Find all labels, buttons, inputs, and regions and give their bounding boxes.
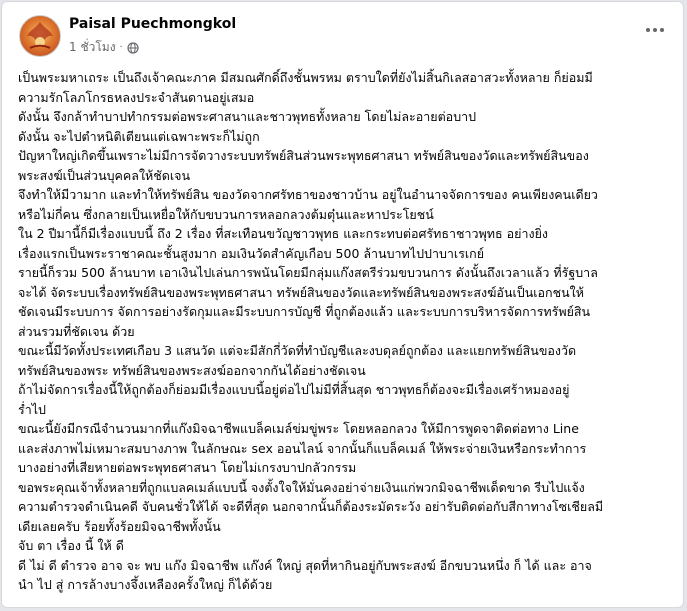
post-line: ขณะนี้มีวัดทั้งประเทศเกือบ 3 แสนวัด แต่จะมีสักกี่วัดที่ทำบัญชีและงบดุลย์ถูกต้อง และแยกทรัพย์สินของวัด	[18, 343, 577, 358]
more-dot-icon	[660, 28, 664, 32]
post-line: ปัญหาใหญ่เกิดขึ้นเพราะไม่มีการจัดวางระบบทรัพย์สินส่วนพระพุทธศาสนา ทรัพย์สินของวัดและทรัพย์สินของ	[18, 148, 589, 163]
post-line: เรื่องแรกเป็นพระราชาคณะชั้นสูงมาก อมเงินวัดสำคัญเกือบ 500 ล้านบาทไปปาบาเรเกย์	[18, 245, 485, 261]
post-body	[18, 68, 671, 595]
post-line: จึงทำให้มีวามาก และทำให้ทรัพย์สิน ของวัดจากศรัทธาของชาวบ้าน อยู่ในอำนาจจัดการของ คนเพียงคนเดียว	[18, 187, 598, 202]
post-line: รายนี้ก็รวม 500 ล้านบาท เอาเงินไปเล่นการพนันโดยมีกลุ่มแก๊งสตรีร่วมขบวนการ ดังนั้นถึงเวลาแล้ว ที่รัฐบาล	[18, 265, 598, 280]
post-line: จับ ตา เรื่อง นี้ ให้ ดี	[18, 538, 124, 553]
post-card	[1, 1, 684, 608]
post-line: ขอพระคุณเจ้าทั้งหลายที่ถูกแบลคเมล์แบบนี้ จงตั้งใจให้มั่นคงอย่าจ่ายเงินแก่พวกมิจฉาชีพเด็ดขาด รีบไปแจ้ง	[18, 479, 585, 495]
post-line: เดียเลยครับ ร้อยทั้งร้อยมิจฉาชีพทั้งนั้น	[18, 518, 221, 534]
post-line: จะได้ จัดระบบเรื่องทรัพย์สินของพระพุทธศาสนา ทรัพย์สินของวัดและทรัพย์สินของพระสงฆ์อันเป็นเอกชนให้	[18, 284, 584, 300]
post-line: บางอย่างที่เสียหายต่อพระพุทธศาสนา โดยไม่เกรงบาปกลัวกรรม	[18, 460, 357, 475]
avatar[interactable]	[19, 15, 61, 57]
post-line: ใน 2 ปีมานี้ก็มีเรื่องแบบนี้ ถึง 2 เรื่อง ที่สะเทือนขวัญชาวพุทธ และกระทบต่อศรัทธาชาวพุทธ อย่างยิ่ง	[18, 226, 548, 241]
post-line: ดังนั้น จะไปตำหนิติเตียนแต่เฉพาะพระก็ไม่ถูก	[18, 128, 260, 144]
meta-separator: ·	[119, 42, 123, 53]
post-line: นำ ไป สู่ การล้างบางจึ้งเหลืองครั้งใหญ่ ก็ได้ด้วย	[18, 577, 273, 592]
post-line: ขณะนี้ยังมีกรณีจำนวนมากที่แก๊งมิจฉาชีพแบล็คเมล์ข่มขู่พระ โดยหลอกลวง ให้มีการพูดจาติดต่อทาง Line	[18, 421, 579, 436]
post-line: และส่งภาพไม่เหมาะสมบางภาพ ในลักษณะ sex ออนไลน์ จากนั้นก็แบล็คเมล์ ให้พระจ่ายเงินหรือกระทำการ	[18, 440, 587, 456]
post-line: เป็นพระมหาเถระ เป็นถึงเจ้าคณะภาค มีสมณศักดิ์ถึงชั้นพรหม ตราบใดที่ยังไม่สิ้นกิเลสอาสวะทั้งหลาย ก็ย่อมมี	[18, 70, 593, 85]
post-line: ส่วนรวมที่ชัดเจน ด้วย	[18, 323, 135, 339]
post-line: ถ้าไม่จัดการเรื่องนี้ให้ถูกต้องก็ย่อมมีเรื่องแบบนี้อยู่ต่อไปไม่มีที่สิ้นสุด ชาวพุทธก็ต้องจะมีเรื่องเศร้าหมองอยู่	[18, 382, 570, 397]
globe-icon[interactable]	[127, 42, 139, 54]
post-line: ดี ไม่ ดี ตำรวจ อาจ จะ พบ แก๊ง มิจฉาชีพ แก๊งค์ ใหญ่ สุดที่หากินอยู่กับพระสงฆ์ อีกขบวนหนึ่ง ก็ ได้ และ อาจ	[18, 557, 592, 573]
post-line: ชัดเจนมีระบบการ จัดการอย่างรัดกุมและมีระบบการบัญชี ที่ถูกต้องแล้ว และระบบการบริหารจัดการทรัพย์สิน	[18, 304, 591, 319]
more-dot-icon	[646, 28, 650, 32]
post-line: พระสงฆ์เป็นส่วนบุคคลให้ชัดเจน	[18, 167, 191, 183]
emblem-icon	[20, 16, 60, 56]
post-meta	[69, 38, 139, 57]
post-line: ร่ำไป	[18, 401, 46, 417]
post-line: ทรัพย์สินของพระ ทรัพย์สินของพระสงฆ์ออกจากกันได้อย่างชัดเจน	[18, 362, 366, 378]
post-line: ดังนั้น จึงกล้าทำบาปทำกรรมต่อพระศาสนาและชาวพุทธทั้งหลาย โดยไม่ละอายต่อบาป	[18, 109, 477, 124]
post-line: หรือไม่กี่คน ซึ่งกลายเป็นเหยื่อให้กับขบวนการหลอกลวงต้มตุ๋นและหาประโยชน์	[18, 206, 434, 222]
post-header	[2, 2, 683, 66]
post-line: ความรักโลภโกรธหลงประจำสันดานอยู่เสมอ	[18, 89, 255, 105]
post-time[interactable]: 1 ชั่วโมง	[69, 40, 116, 54]
post-line: ความตำรวจดำเนินคดี จับคนชั่วให้ได้ จะดีที่สุด นอกจากนั้นก็ต้องระมัดระวัง อย่ารับติดต่อกับสีกาทางโซเชียลมี	[18, 499, 604, 514]
author-name[interactable]: Paisal Puechmongkol	[69, 16, 237, 32]
more-dot-icon	[653, 28, 657, 32]
more-options-button[interactable]	[641, 20, 669, 40]
